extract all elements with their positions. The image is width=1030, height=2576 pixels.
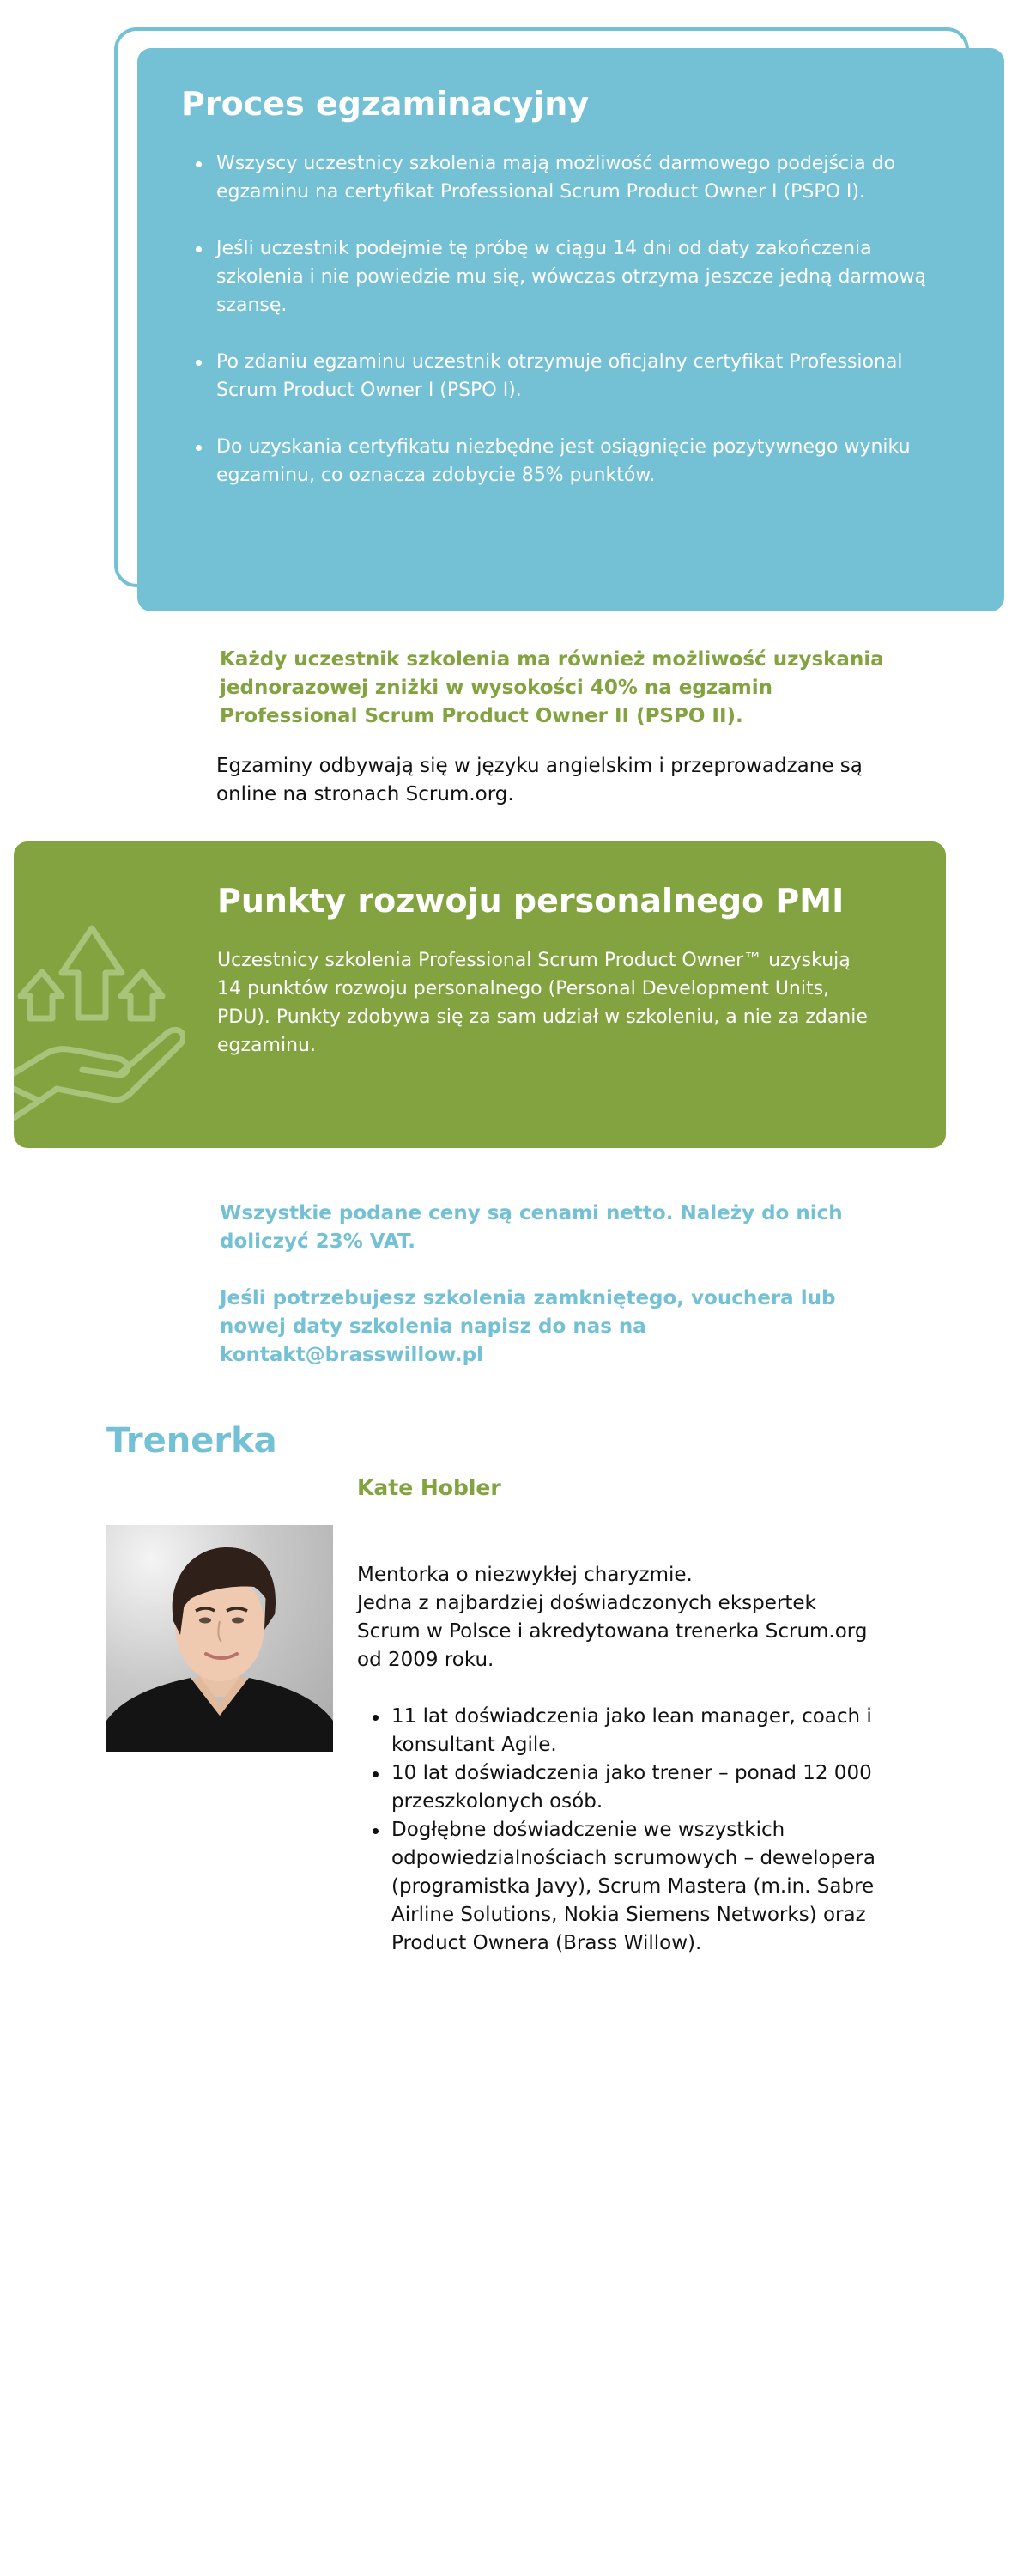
exam-process-list	[182, 149, 946, 518]
pmi-title: Punkty rozwoju personalnego PMI	[217, 882, 845, 920]
contact-note-text: Jeśli potrzebujesz szkolenia zamkniętego, vouchera lub nowej daty szkolenia napisz do nas na	[220, 1287, 836, 1338]
trainer-highlight-item: Dogłębne doświadczenie we wszystkich odpowiedzialnościach scrumowych – dewelopera (programistka Javy), Scrum Mastera (m.in. Sabre Airline Solutions, Nokia Siemens Networks) oraz Product Ownera (Brass Willow).	[391, 1816, 906, 1958]
exam-language-note: Egzaminy odbywają się w języku angielskim i przeprowadzane są online na stronach Scrum.org.	[216, 755, 863, 805]
pspo-ii-discount-note: Każdy uczestnik szkolenia ma również możliwość uzyskania jednorazowej zniżki w wysokości 40% na egzamin Professional Scrum Product Owner II (PSPO II).	[220, 648, 884, 727]
contact-note	[220, 1285, 906, 1370]
exam-process-item: Wszyscy uczestnicy szkolenia mają możliwość darmowego podejścia do egzaminu na certyfikat Professional Scrum Product Owner I (PSPO I).	[216, 149, 946, 206]
trainer-name: Kate Hobler	[357, 1475, 501, 1500]
trainer-intro	[357, 1561, 872, 1674]
exam-process-item: Do uzyskania certyfikatu niezbędne jest osiągnięcie pozytywnego wyniku egzaminu, co oznacza zdobycie 85% punktów.	[216, 433, 946, 489]
trainer-section-heading: Trenerka	[106, 1421, 277, 1461]
exam-process-title: Proces egzaminacyjny	[181, 85, 590, 123]
trainer-intro-line: Mentorka o niezwykłej charyzmie.	[357, 1564, 693, 1586]
hand-with-arrows-icon	[14, 902, 185, 1133]
exam-process-item: Jeśli uczestnik podejmie tę próbę w ciągu 14 dni od daty zakończenia szkolenia i nie powiedzie mu się, wówczas otrzyma jeszcze jedną darmową szansę.	[216, 234, 946, 319]
trainer-intro-line: Jedna z najbardziej doświadczonych ekspertek Scrum w Polsce i akredytowana trenerka Scrum.org od 2009 roku.	[357, 1592, 868, 1671]
trainer-highlights-list	[357, 1703, 906, 1958]
trainer-photo	[106, 1525, 333, 1752]
trainer-highlight-item: 11 lat doświadczenia jako lean manager, coach i konsultant Agile.	[391, 1703, 906, 1759]
exam-process-item: Po zdaniu egzaminu uczestnik otrzymuje oficjalny certyfikat Professional Scrum Product Owner I (PSPO I).	[216, 348, 946, 404]
trainer-portrait-illustration	[106, 1525, 333, 1752]
vat-note: Wszystkie podane ceny są cenami netto. Należy do nich doliczyć 23% VAT.	[220, 1202, 843, 1253]
pmi-description: Uczestnicy szkolenia Professional Scrum Product Owner™ uzyskują 14 punktów rozwoju personalnego (Personal Development Units, PDU). Punkty zdobywa się za sam udział w szkoleniu, a nie za zdanie egzaminu.	[217, 950, 868, 1056]
trainer-highlight-item: 10 lat doświadczenia jako trener – ponad 12 000 przeszkolonych osób.	[391, 1759, 906, 1816]
contact-email-link[interactable]: kontakt@brasswillow.pl	[220, 1344, 483, 1366]
